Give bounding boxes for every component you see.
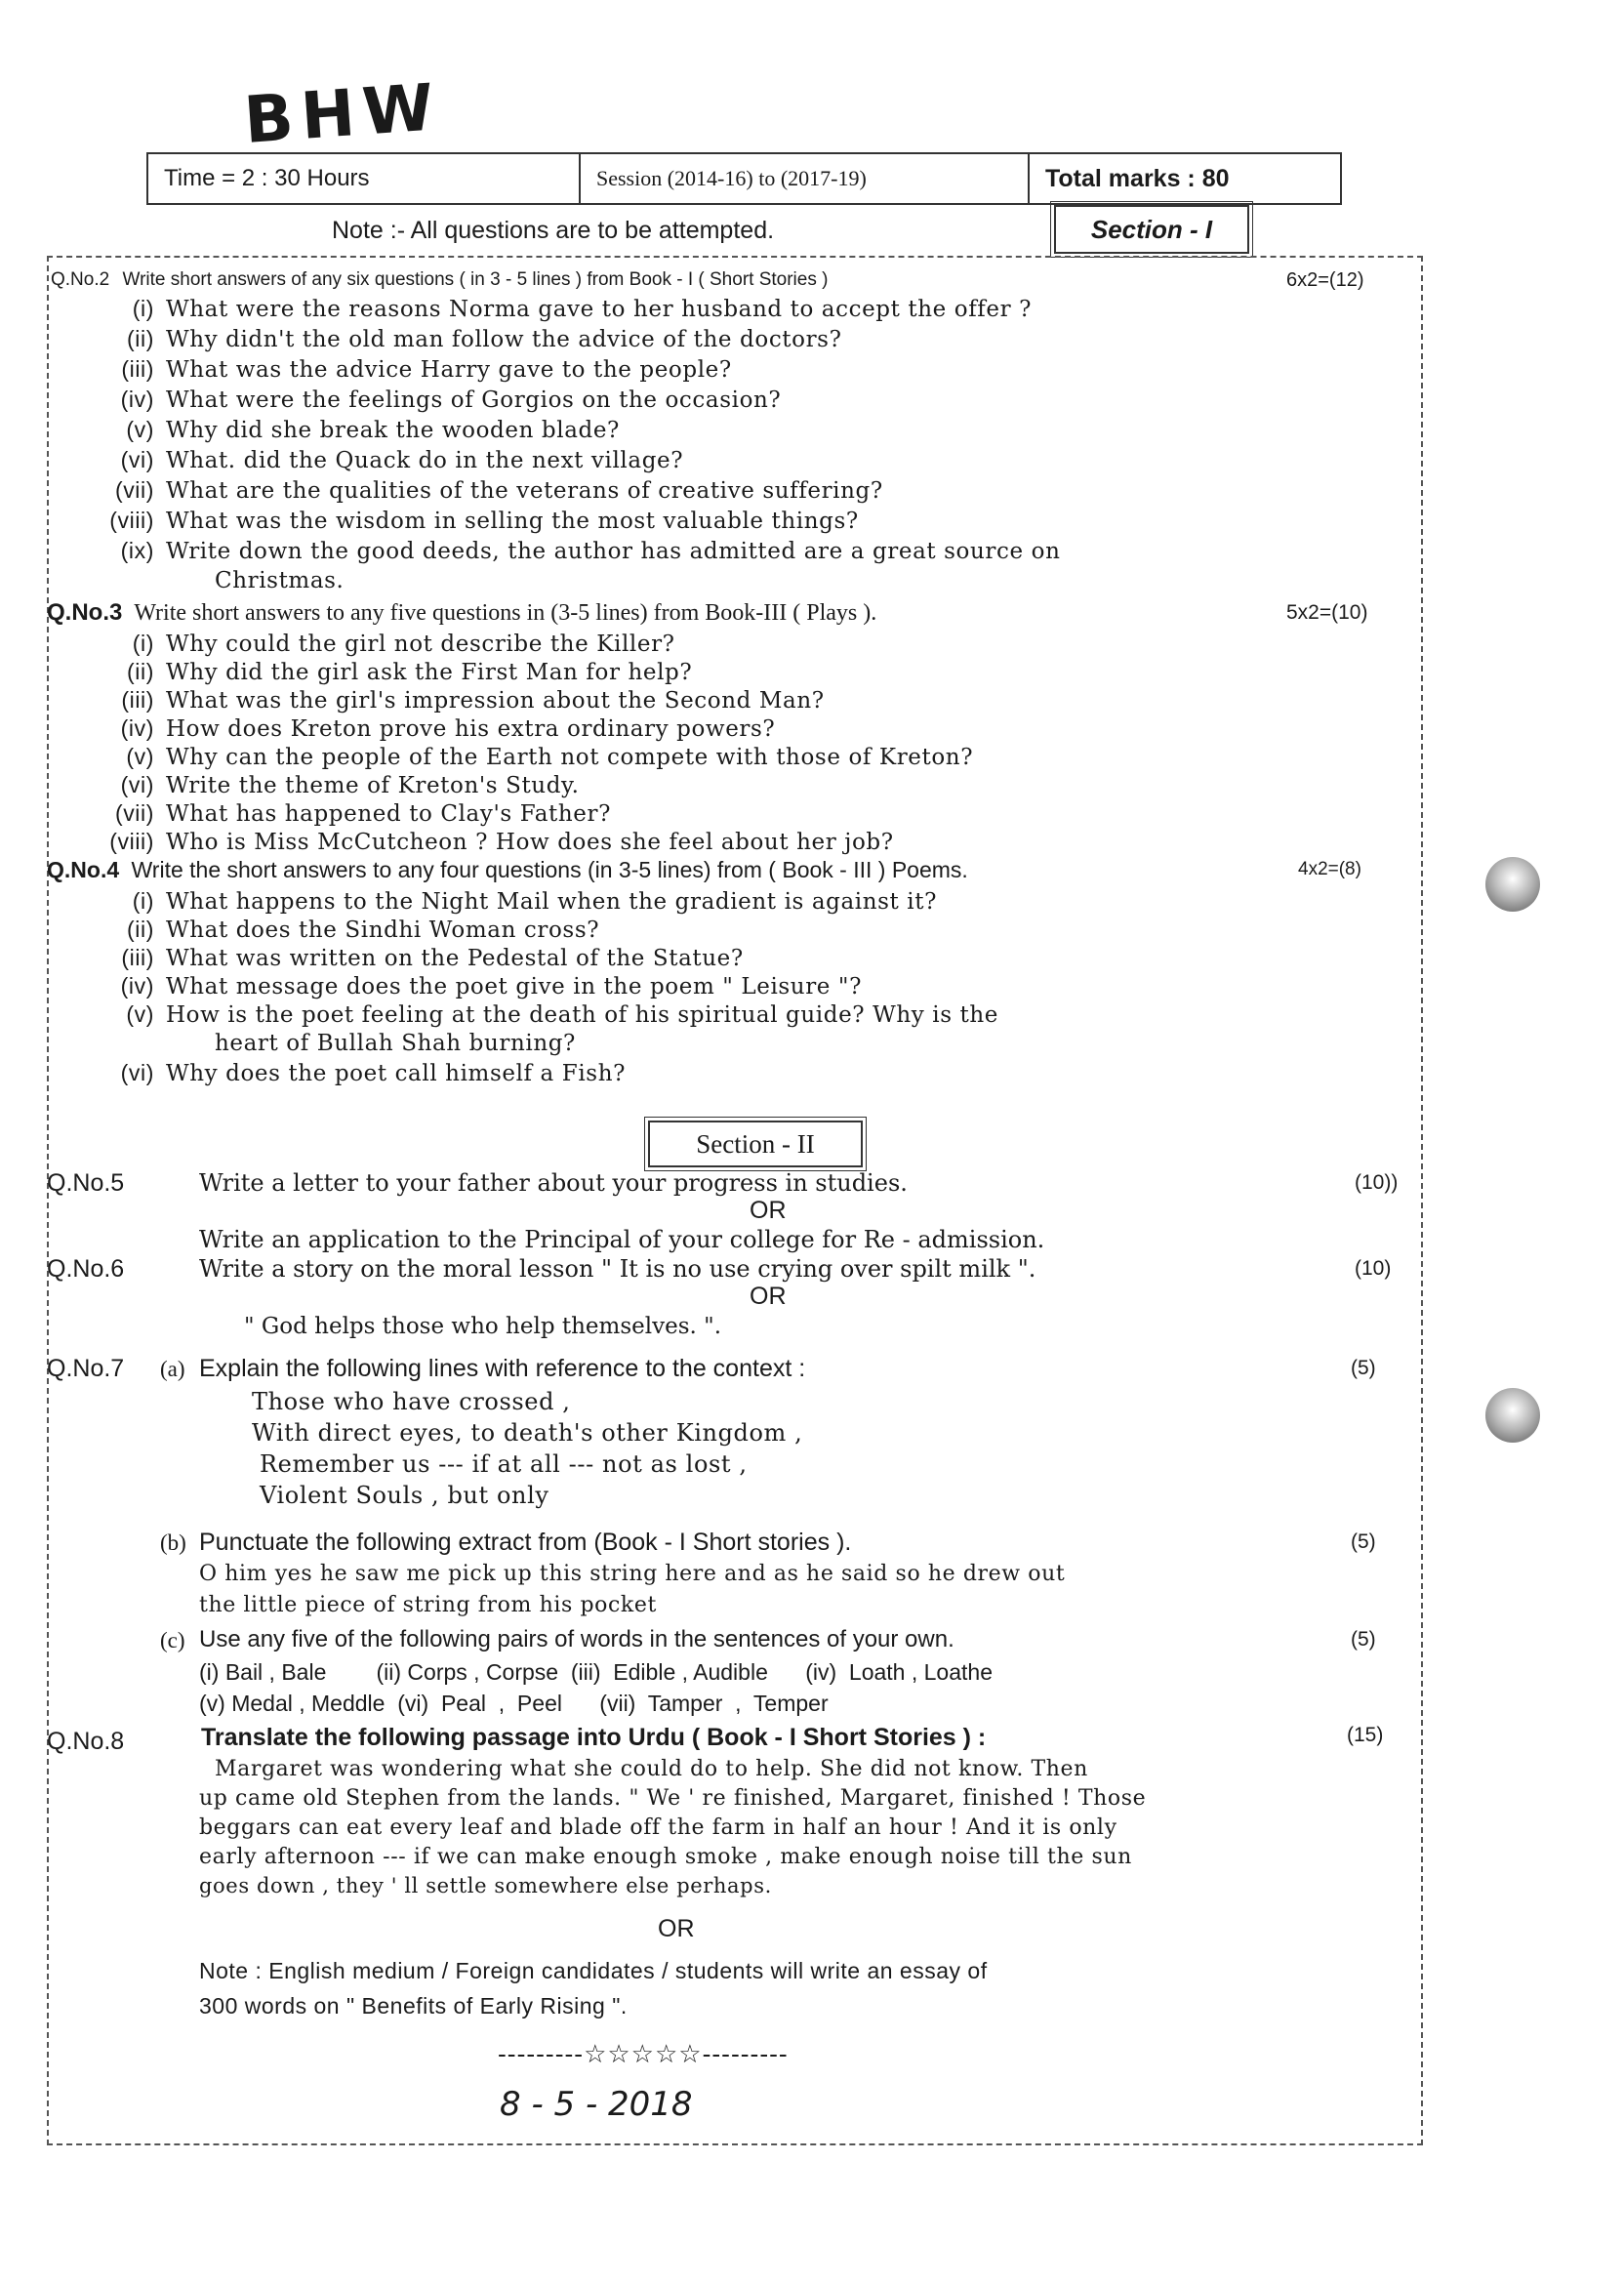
q3-marks: 5x2=(10): [1286, 601, 1368, 624]
q8-marks: (15): [1347, 1724, 1384, 1746]
q4-item: (i) What happens to the Night Mail when the gradient is against it?: [132, 888, 938, 915]
q7b-label: (b): [160, 1530, 186, 1555]
q2-label: Q.No.2: [51, 269, 110, 290]
q7a-instruction: Explain the following lines with reference to the context :: [199, 1355, 806, 1382]
exam-header-row: [146, 152, 1342, 205]
q3-item: (vii) What has happened to Clay's Father?: [114, 800, 612, 827]
q3-item: (viii) Who is Miss McCutcheon ? How does she feel about her job?: [109, 829, 894, 855]
q2-heading: [51, 269, 828, 291]
q5-alternative: Write an application to the Principal of your college for Re - admission.: [199, 1226, 1045, 1253]
q6-alternative: " God helps those who help themselves. ".: [244, 1314, 722, 1339]
q3-item: (iv) How does Kreton prove his extra ordinary powers?: [120, 715, 776, 742]
q4-item: (ii) What does the Sindhi Woman cross?: [127, 917, 600, 943]
passage-line: goes down , they ' ll settle somewhere else perhaps.: [199, 1874, 772, 1897]
q5-text: Write a letter to your father about your progress in studies.: [199, 1169, 908, 1197]
extract-line: the little piece of string from his pocket: [199, 1593, 657, 1617]
q3-item: (iii) What was the girl's impression about the Second Man?: [121, 687, 825, 714]
q2-item: (i) What were the reasons Norma gave to her husband to accept the offer ?: [132, 296, 1033, 322]
poem-line: Violent Souls , but only: [260, 1482, 549, 1509]
extract-line: O him yes he saw me pick up this string here and as he said so he drew out: [199, 1562, 1066, 1586]
q4-item-continuation: heart of Bullah Shah burning?: [215, 1031, 576, 1056]
q3-instruction: Write short answers to any five questions in (3-5 lines) from Book-III ( Plays ).: [134, 600, 877, 626]
punch-hole: [1485, 1388, 1540, 1443]
total-marks: Total marks : 80: [1030, 154, 1342, 203]
q3-item: (i) Why could the girl not describe the Killer?: [132, 631, 675, 657]
q6-or: OR: [750, 1283, 787, 1310]
q2-instruction: Write short answers of any six questions ( in 3 - 5 lines ) from Book - I ( Short Stories ): [122, 269, 829, 290]
q8-instruction: Translate the following passage into Urdu ( Book - I Short Stories ) :: [201, 1724, 987, 1751]
poem-line: With direct eyes, to death's other Kingdom ,: [252, 1419, 803, 1447]
essay-note-line: 300 words on " Benefits of Early Rising ".: [199, 1993, 628, 2019]
q2-item-continuation: Christmas.: [215, 568, 345, 593]
q2-item: (viii) What was the wisdom in selling the most valuable things?: [109, 508, 859, 534]
q6-label: Q.No.6: [47, 1255, 125, 1283]
q4-instruction: Write the short answers to any four questions (in 3-5 lines) from ( Book - III ) Poems.: [131, 857, 968, 882]
q8-label: Q.No.8: [47, 1728, 125, 1755]
section-1-heading: Section - I: [1054, 205, 1249, 254]
passage-line: Margaret was wondering what she could do to help. She did not know. Then: [215, 1757, 1088, 1781]
q4-item: (iii) What was written on the Pedestal of the Statue?: [121, 945, 744, 971]
q2-item: (iii) What was the advice Harry gave to the people?: [121, 356, 732, 383]
passage-line: beggars can eat every leaf and blade off the farm in half an hour ! And it is only: [199, 1815, 1117, 1840]
q4-item: (v) How is the poet feeling at the death of his spiritual guide? Why is the: [126, 1001, 999, 1028]
instructions-note: Note :- All questions are to be attempted.: [332, 217, 775, 244]
q6-marks: (10): [1355, 1257, 1392, 1280]
q3-item: (ii) Why did the girl ask the First Man for help?: [127, 659, 693, 685]
q7c-instruction: Use any five of the following pairs of words in the sentences of your own.: [199, 1626, 954, 1652]
q2-item: (ii) Why didn't the old man follow the advice of the doctors?: [127, 326, 842, 352]
q7a-label: (a): [160, 1357, 185, 1381]
exam-time: Time = 2 : 30 Hours: [146, 154, 581, 203]
q8-or: OR: [658, 1915, 695, 1942]
passage-line: early afternoon --- if we can make enough smoke , make enough noise till the sun: [199, 1845, 1132, 1869]
handwritten-date: 8 - 5 - 2018: [500, 2085, 693, 2124]
q2-marks: 6x2=(12): [1286, 269, 1364, 291]
word-pairs-line: (i) Bail , Bale (ii) Corps , Corpse (iii) Edible , Audible (iv) Loath , Loathe: [199, 1659, 993, 1685]
q4-heading: [47, 857, 968, 883]
q2-item: (ix) Write down the good deeds, the author has admitted are a great source on: [120, 538, 1061, 564]
q6-text: Write a story on the moral lesson " It is no use crying over spilt milk ".: [199, 1255, 1036, 1283]
q4-label: Q.No.4: [47, 857, 120, 882]
q7b-instruction: Punctuate the following extract from (Book - I Short stories ).: [199, 1529, 852, 1556]
exam-session: Session (2014-16) to (2017-19): [581, 154, 1030, 203]
q2-item: (v) Why did she break the wooden blade?: [126, 417, 620, 443]
q4-item: (iv) What message does the poet give in the poem " Leisure "?: [120, 973, 863, 999]
q2-item: (vii) What are the qualities of the veterans of creative suffering?: [114, 477, 883, 504]
q3-heading: [47, 599, 876, 627]
poem-line: Remember us --- if at all --- not as lost ,: [260, 1450, 748, 1478]
q4-marks: 4x2=(8): [1298, 859, 1361, 879]
passage-line: up came old Stephen from the lands. " We ' re finished, Margaret, finished ! Those: [199, 1786, 1147, 1811]
q7c-marks: (5): [1351, 1628, 1376, 1651]
poem-line: Those who have crossed ,: [252, 1388, 571, 1415]
q7c-label: (c): [160, 1628, 185, 1652]
q3-item: (vi) Write the theme of Kreton's Study.: [120, 772, 580, 798]
word-pairs-line: (v) Medal , Meddle (vi) Peal , Peel (vii) Tamper , Temper: [199, 1691, 829, 1716]
q2-item: (vi) What. did the Quack do in the next village?: [120, 447, 684, 473]
section-2-heading: Section - II: [648, 1121, 863, 1167]
q7b-marks: (5): [1351, 1530, 1376, 1553]
q3-label: Q.No.3: [47, 599, 123, 626]
essay-note-line: Note : English medium / Foreign candidates / students will write an essay of: [199, 1958, 988, 1983]
punch-hole: [1485, 857, 1540, 912]
q5-marks: (10)): [1355, 1171, 1399, 1194]
q7-label: Q.No.7: [47, 1355, 125, 1382]
end-marker: ---------☆☆☆☆☆---------: [498, 2040, 789, 2069]
q5-or: OR: [750, 1197, 787, 1224]
q2-item: (iv) What were the feelings of Gorgios on the occasion?: [120, 387, 782, 413]
q3-item: (v) Why can the people of the Earth not compete with those of Kreton?: [126, 744, 974, 770]
handwritten-paper-code: BHW: [241, 69, 444, 158]
q7a-marks: (5): [1351, 1357, 1376, 1379]
q4-item: (vi) Why does the poet call himself a Fish?: [120, 1060, 627, 1086]
q5-label: Q.No.5: [47, 1169, 125, 1197]
